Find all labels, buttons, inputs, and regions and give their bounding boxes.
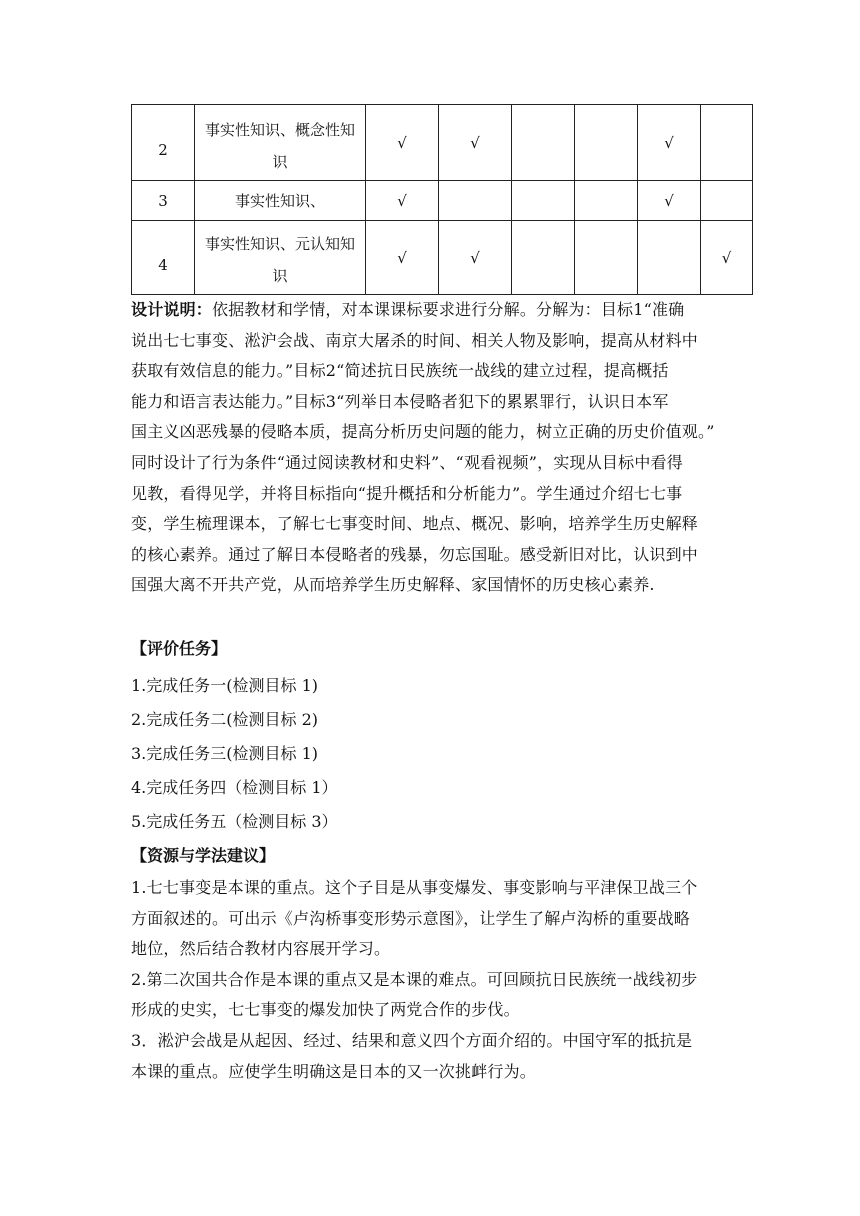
- resources-line: 形成的史实，七七事变的爆发加快了两党合作的步伐。: [131, 1000, 520, 1020]
- knowledge-type-line: 事实性知识、概念性知: [204, 120, 355, 139]
- design-note-line: 变，学生梳理课本，了解七七事变时间、地点、概况、影响，培养学生历史解释: [131, 514, 699, 534]
- check-cell: √: [638, 181, 701, 221]
- knowledge-type-line: 识: [272, 266, 288, 285]
- check-cell: [638, 221, 701, 295]
- row-number: 3: [132, 181, 195, 221]
- check-cell: [512, 221, 575, 295]
- check-cell: √: [366, 221, 439, 295]
- design-note-label: 设计说明：: [131, 300, 213, 319]
- design-note: [131, 295, 741, 601]
- check-cell: √: [366, 181, 439, 221]
- table-row: [132, 221, 753, 295]
- check-cell: [575, 105, 638, 181]
- knowledge-type-cell: [195, 105, 366, 181]
- check-cell: √: [701, 221, 753, 295]
- evaluation-item: 1.完成任务一(检测目标 1): [131, 676, 319, 695]
- check-cell: √: [439, 105, 512, 181]
- row-number: 2: [132, 105, 195, 181]
- evaluation-item: 4.完成任务四（检测目标 1）: [131, 778, 338, 797]
- design-note-line: 国强大离不开共产党，从而培养学生历史解释、家国情怀的历史核心素养.: [131, 575, 655, 595]
- design-note-line: 说出七七事变、淞沪会战、南京大屠杀的时间、相关人物及影响，提高从材料中: [131, 330, 699, 350]
- resources-line: 3．淞沪会战是从起因、经过、结果和意义四个方面介绍的。中国守军的抵抗是: [131, 1030, 693, 1050]
- design-note-line: 的核心素养。通过了解日本侵略者的残暴，勿忘国耻。感受新旧对比，认识到中: [131, 544, 699, 564]
- resources-line: 方面叙述的。可出示《卢沟桥事变形势示意图》，让学生了解卢沟桥的重要战略: [131, 908, 691, 928]
- design-note-line: 获取有效信息的能力。”目标2“简述抗日民族统一战线的建立过程，提高概括: [131, 361, 669, 381]
- check-cell: [575, 181, 638, 221]
- check-cell: [512, 181, 575, 221]
- resources-paragraph: [131, 873, 741, 1087]
- objectives-table: [131, 104, 753, 295]
- table-row: [132, 181, 753, 221]
- resources-heading: 【资源与学法建议】: [131, 846, 276, 865]
- design-note-line: 能力和语言表达能力。”目标3“列举日本侵略者犯下的累累罪行，认识日本军: [131, 391, 669, 411]
- design-note-line: 依据教材和学情，对本课课标要求进行分解。分解为：目标1“准确: [212, 300, 685, 319]
- row-number: 4: [132, 221, 195, 295]
- evaluation-heading: 【评价任务】: [131, 639, 228, 658]
- resources-line: 本课的重点。应使学生明确这是日本的又一次挑衅行为。: [131, 1061, 537, 1081]
- check-cell: [701, 105, 753, 181]
- check-cell: [439, 181, 512, 221]
- check-cell: [512, 105, 575, 181]
- design-note-line: 见教，看得见学，并将目标指向“提升概括和分析能力”。学生通过介绍七七事: [131, 483, 683, 503]
- check-cell: [575, 221, 638, 295]
- evaluation-item: 3.完成任务三(检测目标 1): [131, 744, 319, 763]
- evaluation-item: 2.完成任务二(检测目标 2): [131, 710, 319, 729]
- knowledge-type-cell: 事实性知识、: [195, 181, 366, 221]
- knowledge-type-line: 识: [272, 152, 288, 171]
- knowledge-type-cell: [195, 221, 366, 295]
- check-cell: √: [366, 105, 439, 181]
- evaluation-item: 5.完成任务五（检测目标 3）: [131, 812, 338, 831]
- check-cell: √: [439, 221, 512, 295]
- knowledge-type-line: 事实性知识、元认知知: [204, 234, 355, 253]
- check-cell: [701, 181, 753, 221]
- resources-line: 地位，然后结合教材内容展开学习。: [131, 939, 391, 959]
- design-note-line: 同时设计了行为条件“通过阅读教材和史料”、“观看视频”，实现从目标中看得: [131, 452, 683, 472]
- resources-line: 2.第二次国共合作是本课的重点又是本课的难点。可回顾抗日民族统一战线初步: [131, 969, 698, 989]
- table-row: [132, 105, 753, 181]
- design-note-line: 国主义凶恶残暴的侵略本质，提高分析历史问题的能力，树立正确的历史价值观。”: [131, 422, 715, 442]
- resources-line: 1.七七事变是本课的重点。这个子目是从事变爆发、事变影响与平津保卫战三个: [131, 878, 698, 897]
- check-cell: √: [638, 105, 701, 181]
